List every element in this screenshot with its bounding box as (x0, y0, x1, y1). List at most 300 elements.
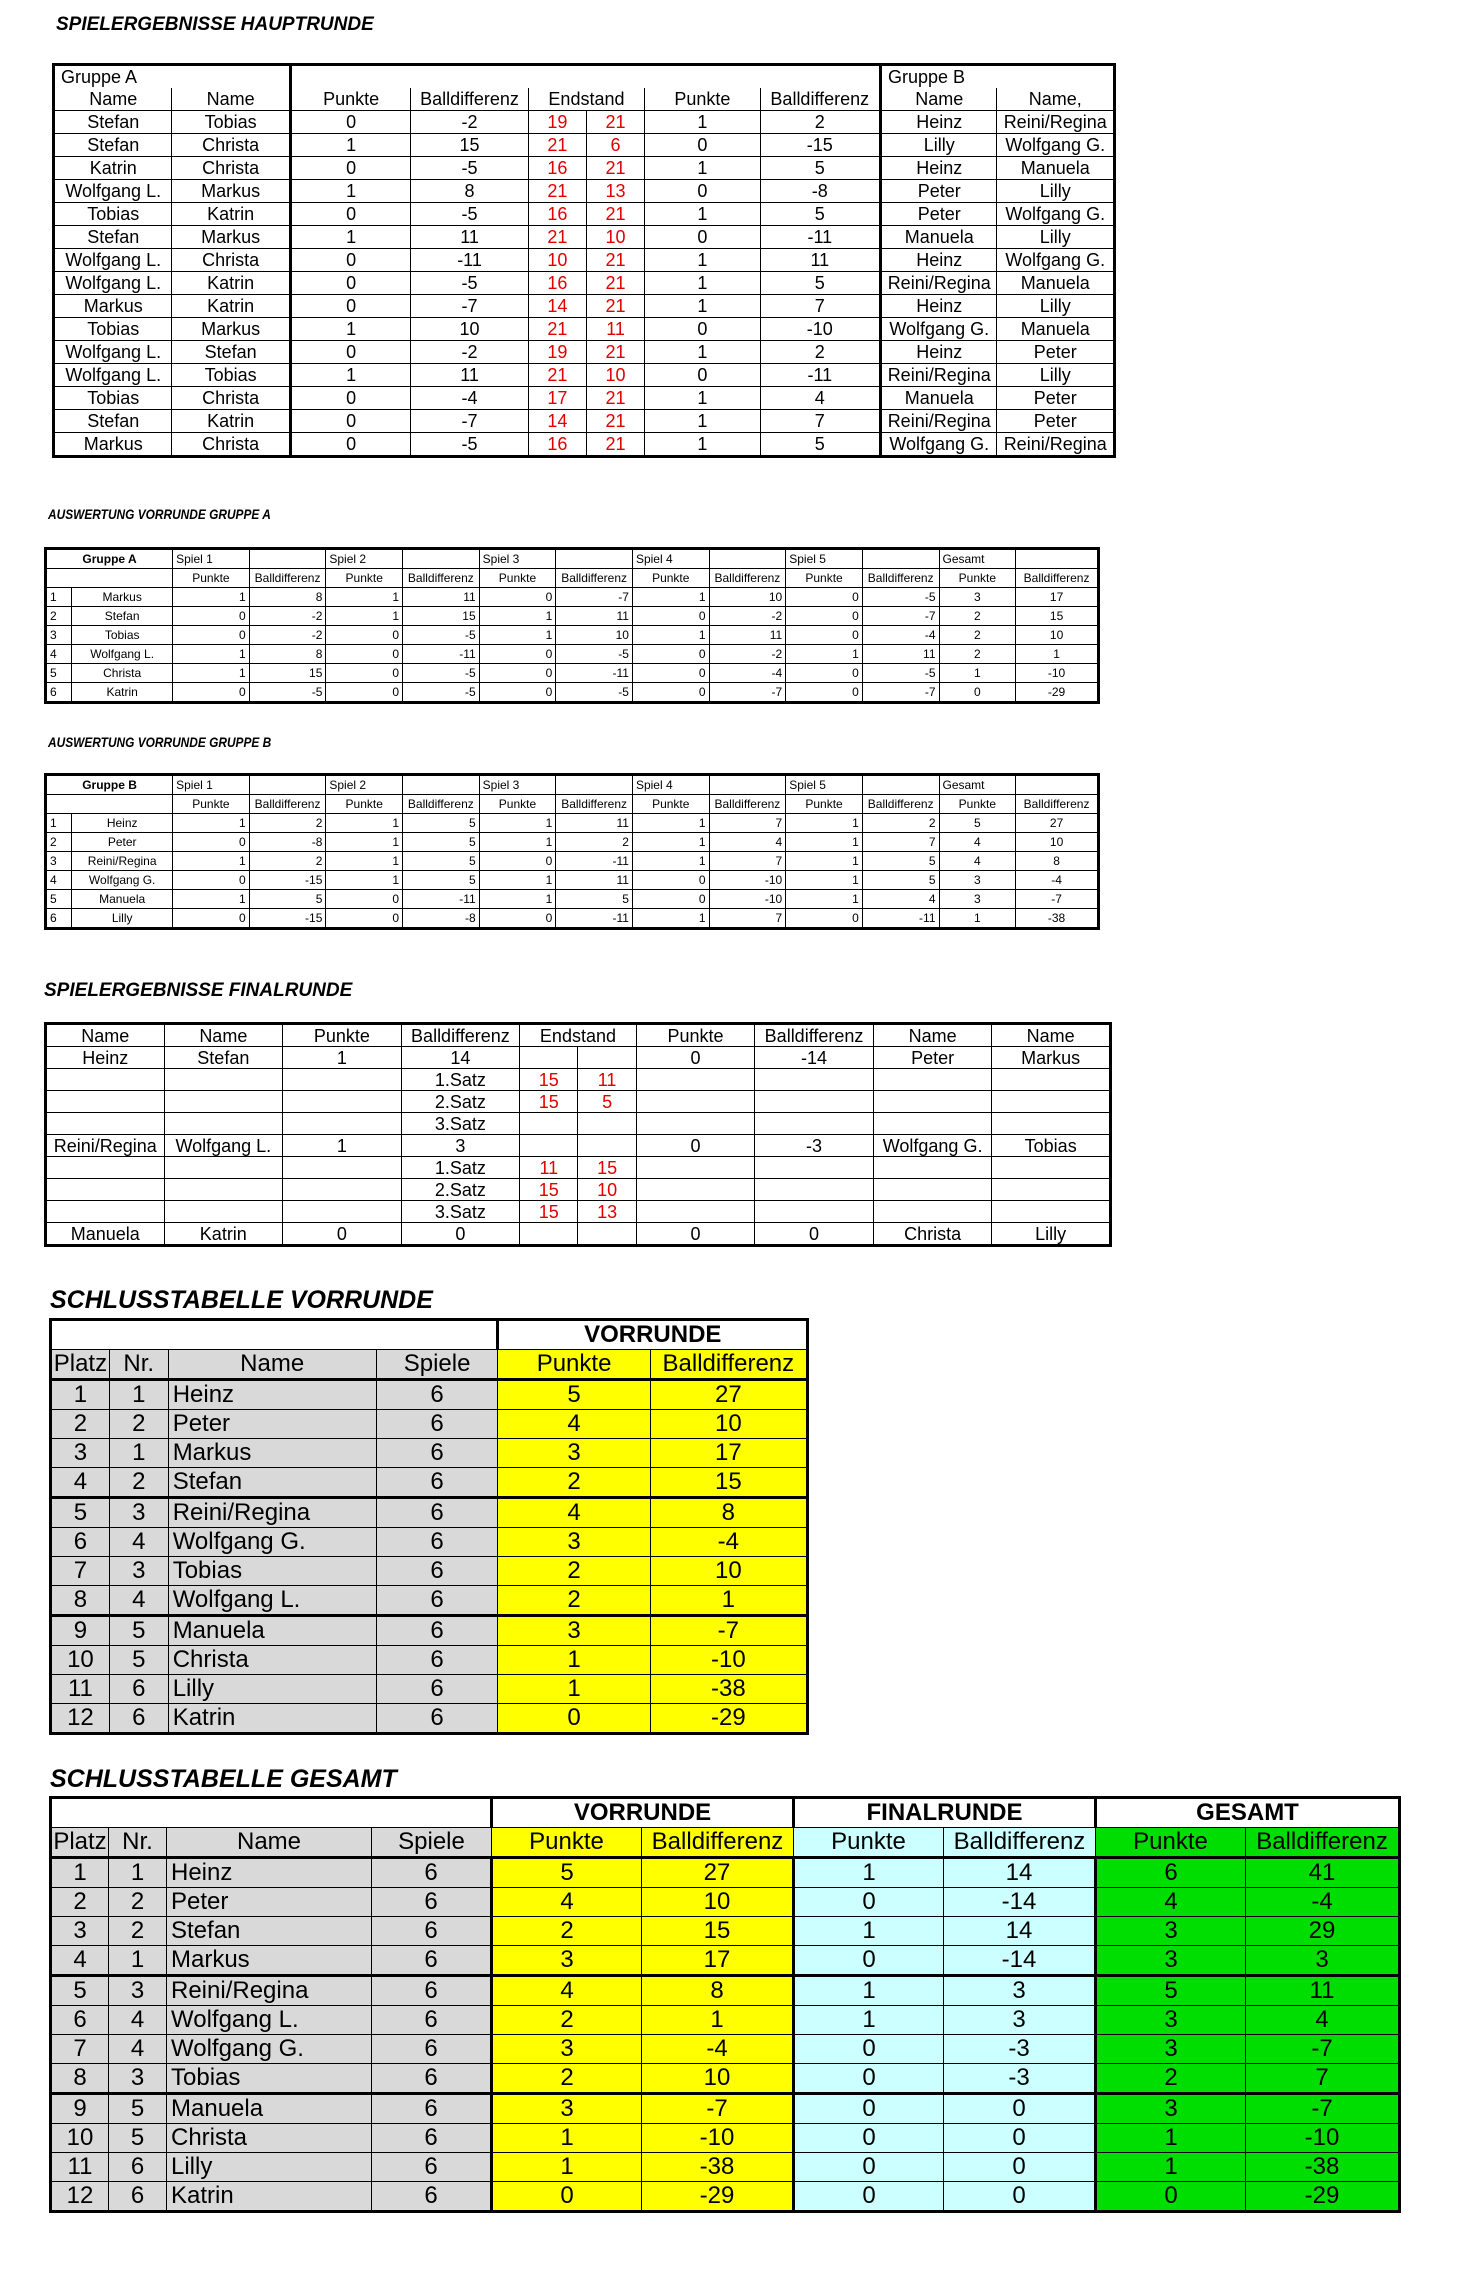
table-cell: 3 (492, 2094, 642, 2124)
table-cell: Reini/Regina (72, 852, 173, 871)
table-cell: 6 (376, 1704, 498, 1734)
table-row (46, 626, 1099, 645)
table-cell: 0 (326, 683, 403, 703)
table-cell: 21 (586, 272, 644, 295)
table-cell (992, 1091, 1111, 1113)
table-row (51, 1586, 808, 1616)
table-cell: Wolfgang G. (997, 249, 1115, 272)
table-row (54, 295, 1115, 318)
table-cell: 5 (492, 1858, 642, 1888)
table-cell: 4 (109, 2035, 167, 2064)
table-cell: Wolfgang L. (54, 364, 172, 387)
table-cell: 3 (492, 2035, 642, 2064)
table-cell: 10 (51, 1646, 110, 1675)
spiel-header: Spiel 4 (632, 549, 709, 569)
table-row (51, 2006, 1400, 2035)
table-cell: -14 (755, 1047, 874, 1069)
table-cell: Heinz (881, 341, 997, 364)
table-cell: Tobias (54, 318, 172, 341)
table-cell: -11 (760, 364, 880, 387)
table-cell: 10 (51, 2124, 109, 2153)
table-cell: 21 (586, 295, 644, 318)
table-cell: Wolfgang G. (168, 1528, 376, 1557)
table-cell: Peter (881, 203, 997, 226)
table-cell: Heinz (881, 111, 997, 134)
table-cell: 12 (51, 2182, 109, 2212)
table-row (51, 1858, 1400, 1888)
table-row (51, 1616, 808, 1646)
sub-header: Punkte (786, 795, 863, 814)
table-cell: -29 (650, 1704, 807, 1734)
table-cell: 15 (520, 1091, 578, 1113)
table-cell (755, 1069, 874, 1091)
table-cell: 2 (498, 1557, 650, 1586)
table-cell: 0 (786, 683, 863, 703)
table-row (51, 2064, 1400, 2094)
title-schluss-gesamt: SCHLUSSTABELLE GESAMT (50, 1765, 397, 1793)
table-cell: 6 (376, 1675, 498, 1704)
table-cell: 1 (632, 909, 709, 929)
table-cell: -8 (760, 180, 880, 203)
table-cell: 1 (632, 833, 709, 852)
table-cell: 2 (109, 1468, 168, 1498)
table-row (54, 387, 1115, 410)
column-header: Balldifferenz (944, 1828, 1096, 1858)
table-cell: Lilly (168, 1675, 376, 1704)
table-cell: -10 (760, 318, 880, 341)
table-cell: 10 (586, 364, 644, 387)
table-cell: 0 (794, 2064, 944, 2094)
table-cell: -15 (249, 909, 326, 929)
table-cell: Wolfgang L. (167, 2006, 372, 2035)
table-cell: 11 (586, 318, 644, 341)
table-cell: 2 (492, 1917, 642, 1946)
column-header: Punkte (1096, 1828, 1246, 1858)
table-cell: Stefan (72, 607, 173, 626)
table-cell (283, 1179, 402, 1201)
table-cell: 14 (944, 1917, 1096, 1946)
table-cell: 14 (401, 1047, 520, 1069)
table-cell: 6 (376, 1557, 498, 1586)
table-cell: 1 (326, 814, 403, 833)
table-cell: 3 (1096, 2035, 1246, 2064)
table-cell: -7 (411, 410, 528, 433)
table-cell: Peter (997, 341, 1115, 364)
table-cell (283, 1201, 402, 1223)
table-cell: 11 (556, 814, 633, 833)
title-finalrunde: SPIELERGEBNISSE FINALRUNDE (44, 980, 353, 1001)
table-cell: 4 (109, 2006, 167, 2035)
table-cell: 21 (586, 203, 644, 226)
table-cell: 1 (498, 1646, 650, 1675)
table-cell: 1 (645, 272, 760, 295)
table-cell: 13 (586, 180, 644, 203)
table-cell: 1 (645, 410, 760, 433)
table-cell: 5 (760, 203, 880, 226)
table-cell: 0 (794, 1888, 944, 1917)
sub-header: Balldifferenz (249, 795, 326, 814)
table-cell: 6 (376, 1586, 498, 1616)
empty-cell (556, 775, 633, 795)
column-header: Endstand (528, 88, 644, 111)
table-cell: 8 (1016, 852, 1099, 871)
table-cell: 0 (645, 226, 760, 249)
table-cell: 3 (401, 1135, 520, 1157)
column-header: Balldifferenz (650, 1350, 807, 1380)
table-cell: -4 (1246, 1888, 1400, 1917)
table-cell: 1 (786, 814, 863, 833)
table-cell: 1 (290, 180, 410, 203)
table-cell: 15 (520, 1201, 578, 1223)
table-cell: Reini/Regina (46, 1135, 165, 1157)
sub-header: Balldifferenz (1016, 569, 1099, 588)
title-schluss-vorrunde: SCHLUSSTABELLE VORRUNDE (50, 1286, 433, 1314)
table-cell: 8 (249, 645, 326, 664)
table-cell: -5 (556, 683, 633, 703)
table-cell: 8 (51, 2064, 109, 2094)
table-cell: 2 (249, 814, 326, 833)
column-header: Name (881, 88, 997, 111)
table-cell: Stefan (164, 1047, 283, 1069)
table-cell (992, 1113, 1111, 1135)
table-cell: -5 (411, 272, 528, 295)
table-cell: 5 (403, 814, 480, 833)
sub-header-row (46, 795, 1099, 814)
table-cell: 0 (173, 871, 250, 890)
table-cell: 10 (578, 1179, 636, 1201)
table-cell: Tobias (72, 626, 173, 645)
table-cell: -7 (650, 1616, 807, 1646)
table-row (46, 814, 1099, 833)
table-cell: 7 (709, 909, 786, 929)
table-cell: Wolfgang G. (72, 871, 173, 890)
table-cell: Tobias (168, 1557, 376, 1586)
table-cell: 4 (51, 1468, 110, 1498)
group-header: VORRUNDE (492, 1798, 794, 1828)
table-cell: -5 (411, 203, 528, 226)
table-cell: Manuela (997, 157, 1115, 180)
table-cell: 4 (109, 1586, 168, 1616)
table-cell: 0 (290, 433, 410, 457)
table-cell: 4 (862, 890, 939, 909)
table-cell: 1 (51, 1380, 110, 1410)
table-cell: 1 (939, 664, 1016, 683)
table-cell: -7 (862, 683, 939, 703)
table-row (46, 1113, 1111, 1135)
table-cell: Wolfgang L. (54, 272, 172, 295)
table-row (54, 433, 1115, 457)
table-row (51, 1498, 808, 1528)
table-cell: -4 (862, 626, 939, 645)
table-cell: 11 (51, 1675, 110, 1704)
table-cell: Christa (72, 664, 173, 683)
table-cell: 6 (1096, 1858, 1246, 1888)
table-cell (164, 1201, 283, 1223)
table-cell (992, 1201, 1111, 1223)
schluss-gesamt-table (49, 1796, 1401, 2213)
table-cell: 6 (46, 683, 72, 703)
table-cell: 5 (403, 833, 480, 852)
empty-cell (403, 775, 480, 795)
sub-header: Balldifferenz (556, 569, 633, 588)
table-cell: -11 (556, 909, 633, 929)
table-cell: Reini/Regina (168, 1498, 376, 1528)
table-cell: 6 (372, 1858, 492, 1888)
table-cell: 15 (520, 1179, 578, 1201)
table-cell: 4 (498, 1498, 650, 1528)
table-cell: 10 (650, 1410, 807, 1439)
table-cell: 1 (479, 814, 556, 833)
table-cell: 11 (862, 645, 939, 664)
table-row (51, 1704, 808, 1734)
table-cell: 10 (642, 1888, 794, 1917)
table-cell: 16 (528, 272, 586, 295)
table-cell: 11 (709, 626, 786, 645)
group-header-vorrunde: VORRUNDE (498, 1320, 808, 1350)
table-row (46, 1201, 1111, 1223)
auswertung-b-table (44, 773, 1100, 930)
table-cell: 0 (944, 2094, 1096, 2124)
table-cell: 5 (403, 852, 480, 871)
table-cell: 0 (290, 111, 410, 134)
table-cell (636, 1157, 755, 1179)
table-cell: 15 (520, 1069, 578, 1091)
table-cell: 0 (786, 588, 863, 607)
table-cell: Peter (168, 1410, 376, 1439)
column-header: Nr. (109, 1350, 168, 1380)
table-cell: 0 (944, 2124, 1096, 2153)
table-cell: 0 (290, 341, 410, 364)
table-cell: Wolfgang G. (881, 318, 997, 341)
table-cell: Markus (54, 295, 172, 318)
column-header: Balldifferenz (760, 88, 880, 111)
table-cell: Christa (172, 387, 290, 410)
sub-header: Punkte (939, 795, 1016, 814)
table-cell: Manuela (997, 272, 1115, 295)
sub-header: Punkte (326, 795, 403, 814)
table-cell: 6 (46, 909, 72, 929)
table-cell: 2 (1096, 2064, 1246, 2094)
table-cell: 10 (586, 226, 644, 249)
table-cell: Katrin (54, 157, 172, 180)
table-cell: 6 (372, 1946, 492, 1976)
table-cell: Heinz (167, 1858, 372, 1888)
table-cell: 1 (939, 909, 1016, 929)
table-cell: 1 (492, 2153, 642, 2182)
column-header: Name (992, 1024, 1111, 1047)
column-header: Punkte (492, 1828, 642, 1858)
table-cell: Manuela (72, 890, 173, 909)
table-cell: Reini/Regina (997, 111, 1115, 134)
table-cell (164, 1113, 283, 1135)
auswertung-a-table (44, 547, 1100, 704)
table-cell: 5 (556, 890, 633, 909)
table-cell: Lilly (997, 226, 1115, 249)
table-cell: 3 (51, 1917, 109, 1946)
table-cell: -29 (642, 2182, 794, 2212)
table-cell: -10 (709, 871, 786, 890)
table-cell: 0 (173, 909, 250, 929)
table-cell: 2 (109, 1410, 168, 1439)
table-cell: 21 (586, 157, 644, 180)
table-cell: 10 (642, 2064, 794, 2094)
table-cell: 21 (528, 180, 586, 203)
table-cell: 2 (498, 1586, 650, 1616)
table-cell: 3 (498, 1616, 650, 1646)
table-cell: 21 (586, 341, 644, 364)
table-cell: 5 (249, 890, 326, 909)
group-label: Gruppe B (46, 775, 173, 795)
table-cell: 6 (109, 1675, 168, 1704)
table-cell: 14 (528, 410, 586, 433)
table-cell: 0 (632, 871, 709, 890)
table-cell (755, 1113, 874, 1135)
table-cell: 14 (944, 1858, 1096, 1888)
table-cell: -38 (1246, 2153, 1400, 2182)
table-cell: Lilly (167, 2153, 372, 2182)
table-cell: 5 (939, 814, 1016, 833)
schluss-vorrunde-table (49, 1318, 809, 1735)
table-cell: 3 (51, 1439, 110, 1468)
table-cell: Christa (168, 1646, 376, 1675)
table-row (51, 1528, 808, 1557)
table-cell: 4 (109, 1528, 168, 1557)
table-cell: 8 (411, 180, 528, 203)
table-cell: 0 (326, 626, 403, 645)
table-cell: -10 (1246, 2124, 1400, 2153)
table-cell: -7 (1016, 890, 1099, 909)
table-cell: 0 (632, 607, 709, 626)
table-cell: 17 (650, 1439, 807, 1468)
table-cell: Peter (72, 833, 173, 852)
table-cell: 1 (786, 890, 863, 909)
table-cell: 3.Satz (401, 1113, 520, 1135)
column-header: Balldifferenz (401, 1024, 520, 1047)
table-cell: 1 (786, 871, 863, 890)
table-cell: -2 (249, 607, 326, 626)
spiel-header: Spiel 2 (326, 549, 403, 569)
table-cell: 0 (326, 645, 403, 664)
table-cell: -4 (650, 1528, 807, 1557)
table-cell: Wolfgang G. (873, 1135, 992, 1157)
table-cell: 0 (283, 1223, 402, 1246)
table-cell: 10 (650, 1557, 807, 1586)
table-cell: -5 (249, 683, 326, 703)
table-cell: Lilly (997, 364, 1115, 387)
table-cell: 1 (109, 1439, 168, 1468)
table-cell: 0 (794, 1946, 944, 1976)
table-cell: 7 (862, 833, 939, 852)
table-cell: -11 (760, 226, 880, 249)
table-row (54, 226, 1115, 249)
table-cell: 16 (528, 157, 586, 180)
table-cell: 1 (479, 607, 556, 626)
table-row (51, 1946, 1400, 1976)
table-cell: -29 (1016, 683, 1099, 703)
table-cell: Peter (167, 1888, 372, 1917)
table-cell: 11 (1246, 1976, 1400, 2006)
table-cell: 0 (479, 664, 556, 683)
table-cell: 0 (479, 645, 556, 664)
table-row (46, 833, 1099, 852)
table-cell (520, 1047, 578, 1069)
table-cell: 1 (173, 588, 250, 607)
group-header: FINALRUNDE (794, 1798, 1096, 1828)
column-header: Punkte (636, 1024, 755, 1047)
table-cell: 4 (492, 1976, 642, 2006)
table-cell: 1 (479, 871, 556, 890)
column-header: Name (54, 88, 172, 111)
table-cell: -4 (642, 2035, 794, 2064)
table-row (51, 1410, 808, 1439)
group-b-label: Gruppe B (881, 65, 1115, 89)
table-cell: 41 (1246, 1858, 1400, 1888)
table-cell: 0 (173, 607, 250, 626)
table-cell: -15 (760, 134, 880, 157)
empty-cell (403, 549, 480, 569)
table-cell: 6 (376, 1380, 498, 1410)
group-header-row (54, 65, 1115, 89)
empty-cell (709, 549, 786, 569)
table-cell: 1 (794, 1917, 944, 1946)
table-cell: Peter (997, 410, 1115, 433)
table-cell: -2 (249, 626, 326, 645)
table-row (51, 1557, 808, 1586)
table-cell: 21 (586, 111, 644, 134)
table-row (51, 1439, 808, 1468)
table-cell: Heinz (881, 295, 997, 318)
table-cell: 4 (46, 645, 72, 664)
sub-header: Punkte (479, 569, 556, 588)
table-cell: -3 (755, 1135, 874, 1157)
empty-cell (862, 549, 939, 569)
table-cell: -7 (411, 295, 528, 318)
table-cell: Peter (997, 387, 1115, 410)
table-cell (755, 1091, 874, 1113)
table-cell: -3 (944, 2035, 1096, 2064)
table-cell: 1 (290, 134, 410, 157)
table-row (46, 1179, 1111, 1201)
table-cell: 1 (492, 2124, 642, 2153)
table-row (46, 1047, 1111, 1069)
table-cell: Manuela (997, 318, 1115, 341)
table-row (54, 111, 1115, 134)
table-row (51, 2035, 1400, 2064)
column-header: Punkte (283, 1024, 402, 1047)
table-cell: 6 (109, 2153, 167, 2182)
table-cell: -2 (709, 645, 786, 664)
spiel-header: Spiel 3 (479, 775, 556, 795)
spiel-header: Gesamt (939, 775, 1016, 795)
table-cell: 5 (46, 890, 72, 909)
table-cell: Wolfgang G. (167, 2035, 372, 2064)
table-cell: 1 (173, 645, 250, 664)
table-cell (873, 1201, 992, 1223)
title-hauptrunde: SPIELERGEBNISSE HAUPTRUNDE (56, 14, 374, 35)
table-cell: 1 (645, 203, 760, 226)
table-cell: 0 (479, 683, 556, 703)
table-cell: 16 (528, 203, 586, 226)
table-cell: 2 (939, 626, 1016, 645)
table-cell: 21 (528, 318, 586, 341)
table-cell: 1 (632, 852, 709, 871)
table-cell: 1 (1016, 645, 1099, 664)
table-cell (873, 1091, 992, 1113)
table-cell: Heinz (881, 157, 997, 180)
table-cell: 0 (290, 157, 410, 180)
table-cell: 0 (479, 909, 556, 929)
empty-cell (862, 775, 939, 795)
